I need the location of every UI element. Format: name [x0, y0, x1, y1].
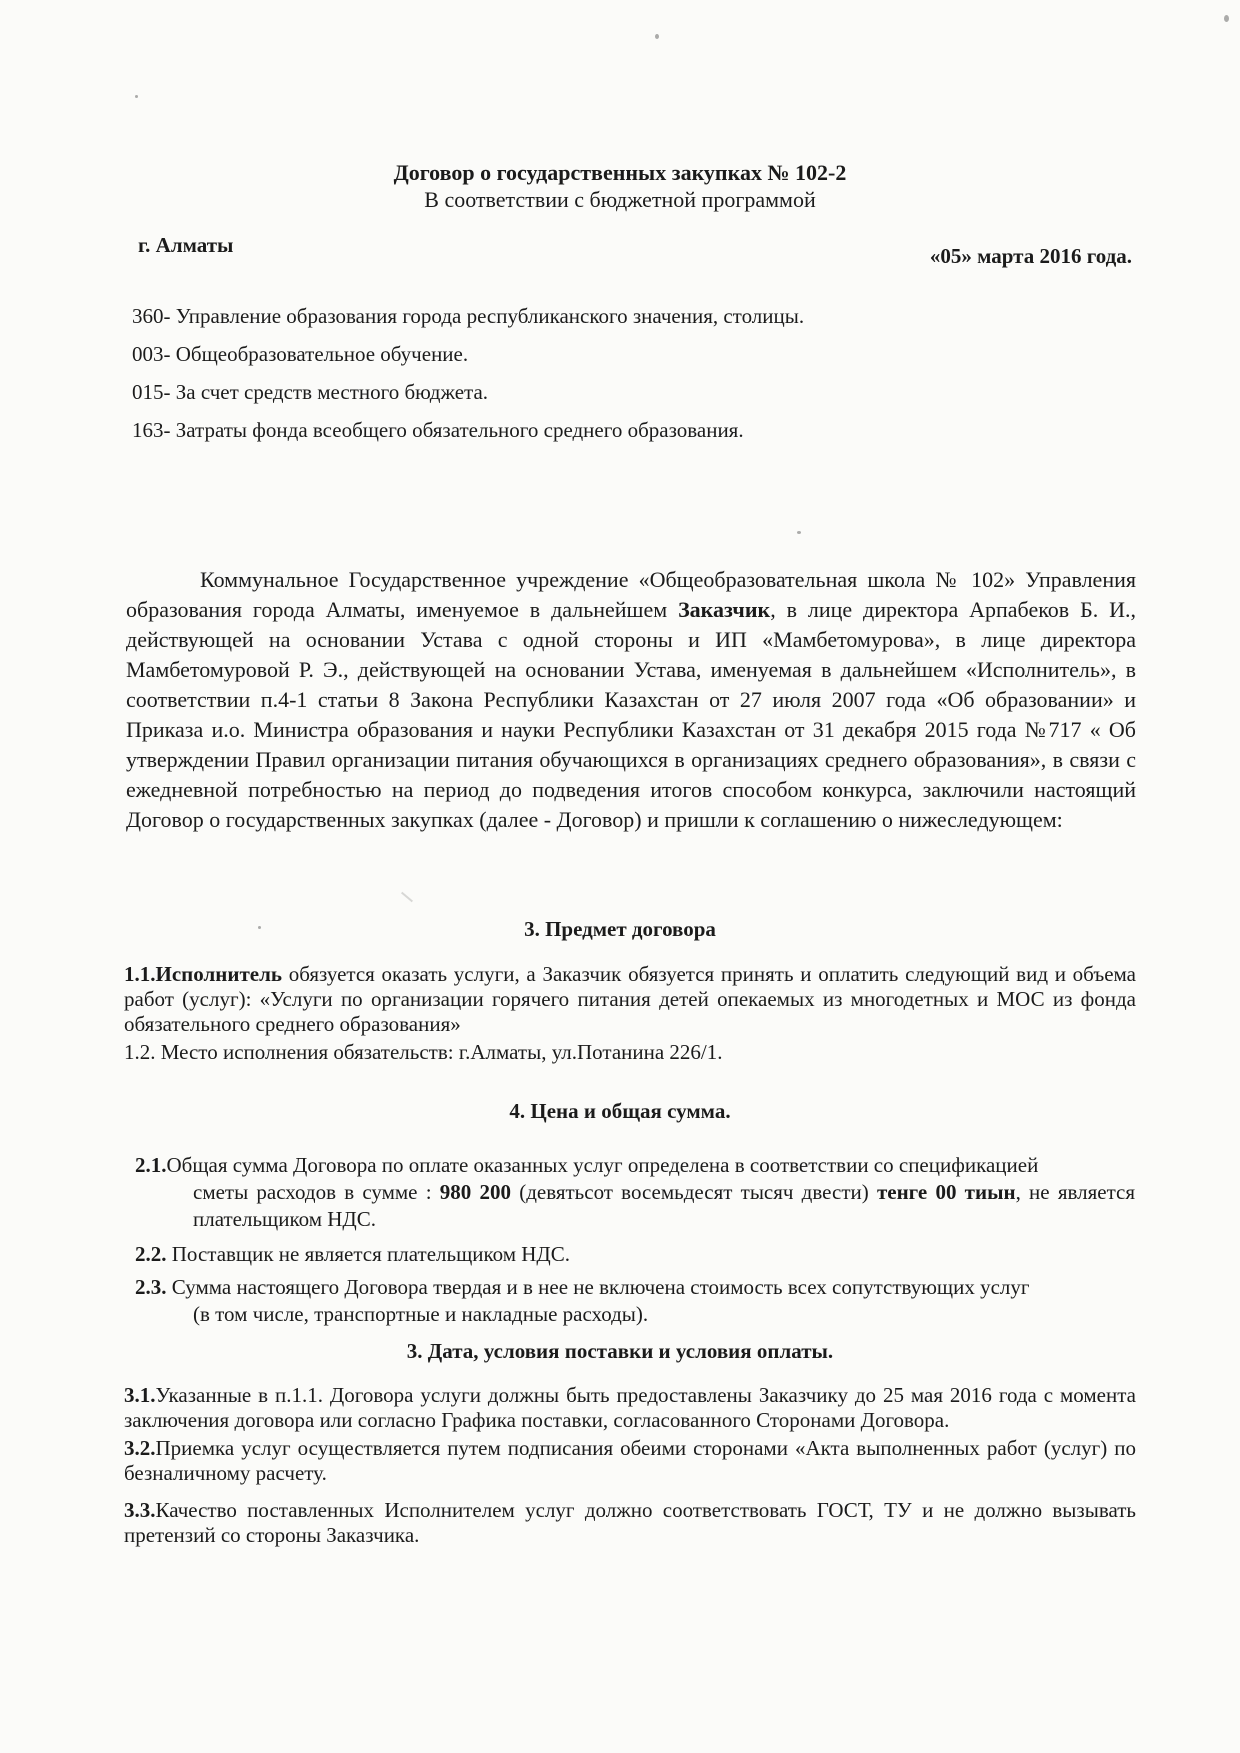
clause-2-1-text-c: , не является плательщиком НДС. — [193, 1180, 1135, 1231]
clause-number: 3.1. — [124, 1383, 156, 1407]
contract-date: «05» марта 2016 года. — [929, 244, 1132, 268]
clause-1-1 — [124, 962, 1136, 1037]
clause-2-2 — [135, 1241, 1135, 1268]
budget-code-line: 015- За счет средств местного бюджета. — [132, 380, 489, 404]
preamble-text-1: Коммунальное Государственное учреждение «Общеобразовательная школа № 102» Управления образования города Алматы, именуемое в дальнейшем — [126, 567, 1136, 622]
clause-number: 2.1. — [135, 1153, 167, 1177]
preamble-paragraph — [126, 565, 1136, 835]
scan-speck — [1224, 15, 1229, 22]
preamble-text-2: , в лице директора Арпабеков Б. И., действующей на основании Устава с одной стороны и ИП «Мамбетомурова», в лице директора Мамбетомуровой Р. Э., действующей на основании Устава, именуемая в дальнейшем «Исполнитель», в соответствии п.4-1 статьи 8 Закона Республики Казахстан от 27 июля 2007 года «Об образовании» и Приказа и.о. Министра образования и науки Республики Казахстан от 31 декабря 2015 года №717 « Об утверждении Правил организации питания обучающихся в организациях среднего образования», в связи с ежедневной потребностью на период до подведения итогов способом конкурса, заключили настоящий Договор о государственных закупках (далее - Договор) и пришли к соглашению о нижеследующем: — [126, 597, 1136, 832]
contract-subtitle: В соответствии с бюджетной программой — [424, 187, 816, 212]
contract-amount: 980 200 — [439, 1180, 511, 1204]
clause-3-2 — [124, 1436, 1136, 1486]
clause-2-1-text-b: (девятьсот восемьдесят тысяч двести) — [510, 1180, 877, 1204]
section-heading-subject: 3. Предмет договора — [524, 917, 716, 941]
scan-speck — [655, 34, 659, 39]
clause-3-1-text: Указанные в п.1.1. Договора услуги должны быть предоставлены Заказчику до 25 мая 2016 года с момента заключения договора или согласно Графика поставки, согласованного Сторонами Договора. — [124, 1383, 1136, 1432]
section-heading-price: 4. Цена и общая сумма. — [509, 1099, 731, 1123]
clause-number: 2.3. — [135, 1275, 167, 1299]
clause-2-3-text-line1: Сумма настоящего Договора твердая и в нее не включена стоимость всех сопутствующих услуг — [166, 1275, 1030, 1299]
contract-title: Договор о государственных закупках № 102-2 — [393, 160, 847, 185]
clause-3-2-text: Приемка услуг осуществляется путем подписания обеими сторонами «Акта выполненных работ (услуг) по безналичному расчету. — [124, 1436, 1136, 1485]
section-heading-terms: 3. Дата, условия поставки и условия оплаты. — [406, 1339, 834, 1363]
clause-2-3-continuation: (в том числе, транспортные и накладные расходы). — [193, 1302, 649, 1326]
clause-2-1-continuation — [135, 1179, 1135, 1233]
clause-2-3 — [135, 1274, 1135, 1328]
clause-2-1-text-a: сметы расходов в сумме : — [193, 1180, 440, 1204]
clause-2-2-text: Поставщик не является плательщиком НДС. — [166, 1242, 571, 1266]
scan-speck — [135, 95, 138, 98]
clause-1-1-text: обязуется оказать услуги, а Заказчик обязуется принять и оплатить следующий вид и объема работ (услуг): «Услуги по организации горячего питания детей опекаемых из многодетных и МОС из фонда обязательного среднего образования» — [124, 962, 1136, 1036]
scan-speck — [401, 892, 413, 903]
clause-number: 2.2. — [135, 1242, 167, 1266]
clause-3-1 — [124, 1383, 1136, 1433]
contract-city: г. Алматы — [138, 233, 234, 257]
scan-speck — [797, 531, 801, 534]
clause-3-3 — [124, 1498, 1136, 1548]
budget-code-line: 360- Управление образования города республиканского значения, столицы. — [132, 304, 805, 328]
clause-number: 3.3. — [124, 1498, 156, 1522]
clause-number: 1.1. — [124, 962, 156, 986]
clause-1-1-bold: Исполнитель — [155, 962, 282, 986]
clause-number: 3.2. — [124, 1436, 156, 1460]
budget-code-line: 163- Затраты фонда всеобщего обязательного среднего образования. — [132, 418, 744, 442]
contract-currency: тенге 00 тиын — [876, 1180, 1016, 1204]
budget-code-line: 003- Общеобразовательное обучение. — [132, 342, 469, 366]
clause-1-2: 1.2. Место исполнения обязательств: г.Алматы, ул.Потанина 226/1. — [124, 1040, 723, 1064]
clause-3-3-text: Качество поставленных Исполнителем услуг должно соответствовать ГОСТ, ТУ и не должно вызывать претензий со стороны Заказчика. — [124, 1498, 1136, 1547]
clause-2-1-text-line1: Общая сумма Договора по оплате оказанных услуг определена в соответствии со спецификацией — [166, 1153, 1039, 1177]
preamble-customer: Заказчик — [678, 597, 771, 622]
clause-2-1 — [135, 1152, 1135, 1233]
